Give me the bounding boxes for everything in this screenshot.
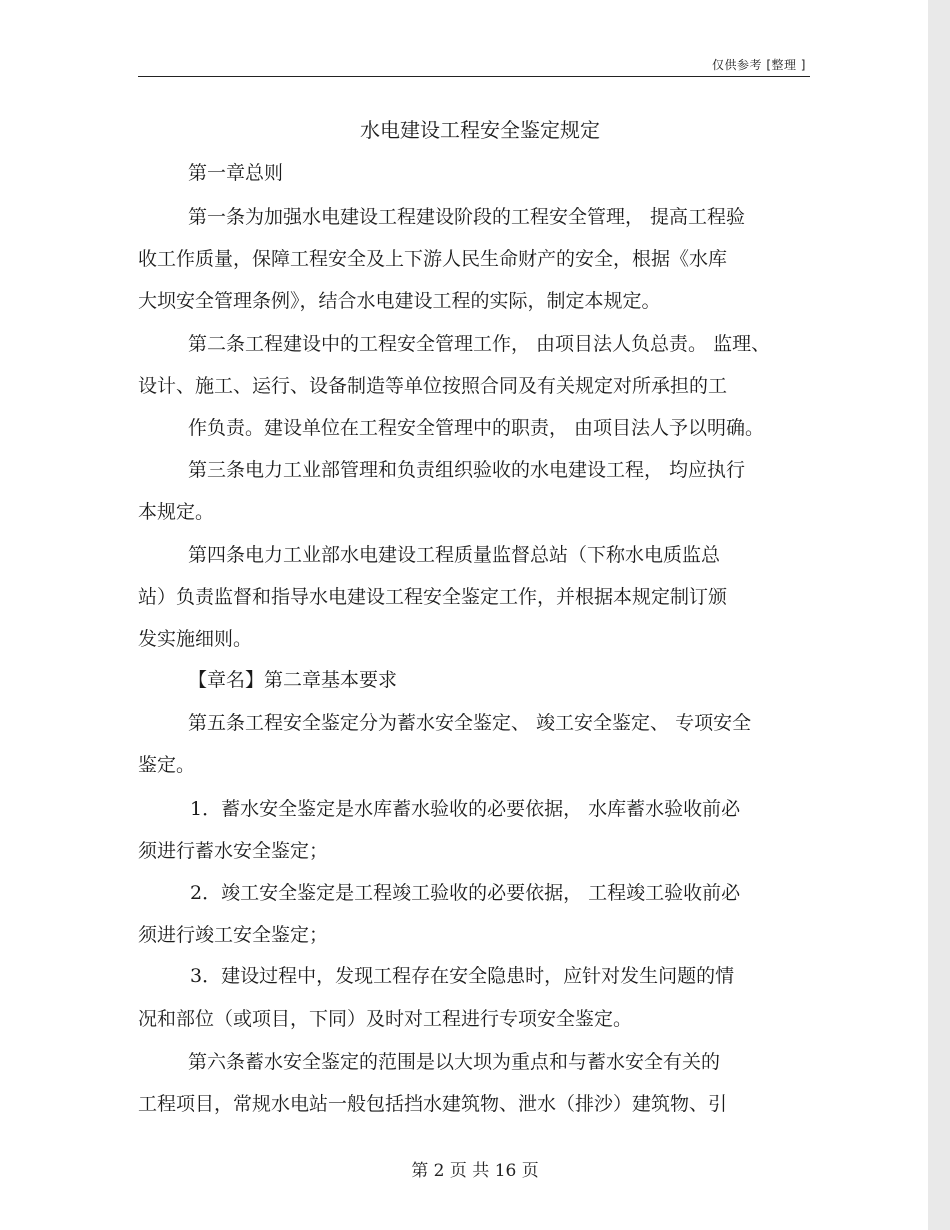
viewer-edge <box>928 0 950 1230</box>
paragraph-line: 第六条蓄水安全鉴定的范围是以大坝为重点和与蓄水安全有关的 <box>188 1051 721 1073</box>
paragraph-line: 第一条为加强水电建设工程建设阶段的工程安全管理， 提高工程验 <box>188 206 746 228</box>
list-item: 1．蓄水安全鉴定是水库蓄水验收的必要依据， 水库蓄水验收前必 <box>190 798 741 820</box>
header-note: 仅供参考 [整理 ] <box>712 58 806 72</box>
paragraph-line: 第二条工程建设中的工程安全管理工作， 由项目法人负总责。 监理、 <box>188 333 771 355</box>
paragraph-line: 大坝安全管理条例》，结合水电建设工程的实际，制定本规定。 <box>138 290 661 312</box>
paragraph-line: 第四条电力工业部水电建设工程质量监督总站（下称水电质监总 <box>188 544 721 566</box>
paragraph-line: 工程项目，常规水电站一般包括挡水建筑物、泄水（排沙）建筑物、引 <box>138 1093 728 1115</box>
page-indicator: 第 2 页 共 16 页 <box>411 1161 539 1181</box>
paragraph-line: 须进行蓄水安全鉴定； <box>138 840 329 862</box>
header-divider <box>138 76 810 77</box>
paragraph-line: 设计、施工、运行、设备制造等单位按照合同及有关规定对所承担的工 <box>138 375 728 397</box>
list-item: 3．建设过程中，发现工程存在安全隐患时，应针对发生问题的情 <box>190 965 735 987</box>
paragraph-line: 鉴定。 <box>138 754 196 776</box>
chapter-heading: 【章名】第二章基本要求 <box>188 669 398 691</box>
paragraph-line: 站）负责监督和指导水电建设工程安全鉴定工作，并根据本规定制订颁 <box>138 586 728 608</box>
document-title: 水电建设工程安全鉴定规定 <box>360 118 600 142</box>
paragraph-line: 须进行竣工安全鉴定； <box>138 924 329 946</box>
paragraph-line: 发实施细则。 <box>138 628 253 650</box>
paragraph-line: 况和部位（或项目，下同）及时对工程进行专项安全鉴定。 <box>138 1008 633 1030</box>
paragraph-line: 本规定。 <box>138 501 215 523</box>
paragraph-line: 第三条电力工业部管理和负责组织验收的水电建设工程， 均应执行 <box>188 459 746 481</box>
paragraph-line: 作负责。建设单位在工程安全管理中的职责， 由项目法人予以明确。 <box>188 417 765 439</box>
chapter-heading: 第一章总则 <box>188 162 284 184</box>
paragraph-line: 收工作质量，保障工程安全及上下游人民生命财产的安全，根据《水库 <box>138 248 728 270</box>
list-item: 2．竣工安全鉴定是工程竣工验收的必要依据， 工程竣工验收前必 <box>190 882 741 904</box>
paragraph-line: 第五条工程安全鉴定分为蓄水安全鉴定、 竣工安全鉴定、 专项安全 <box>188 712 752 734</box>
